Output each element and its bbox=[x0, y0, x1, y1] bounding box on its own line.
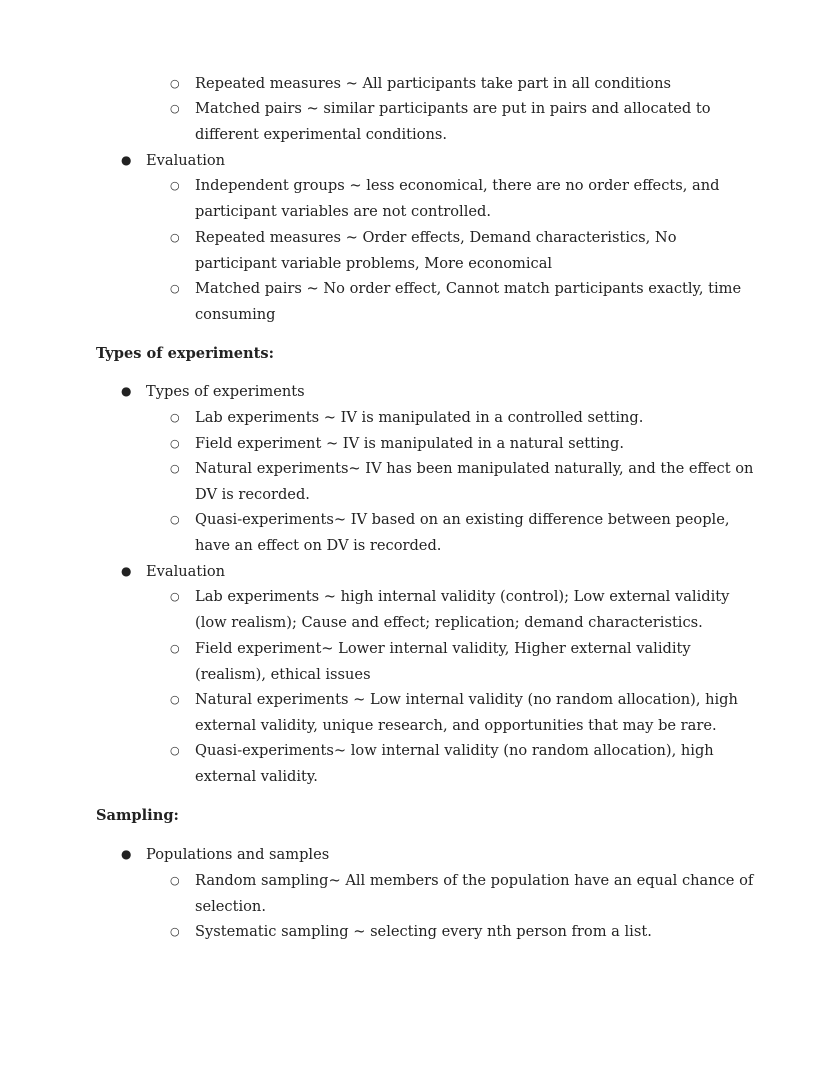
list-item bbox=[121, 379, 786, 405]
hollow-bullet-icon: ○ bbox=[170, 282, 180, 295]
list-item-text: Field experiment~ Lower internal validity, Higher external validity (realism), ethical issues bbox=[195, 640, 691, 683]
list-item bbox=[170, 71, 755, 97]
list-item-text: Evaluation bbox=[146, 152, 226, 169]
hollow-bullet-icon: ○ bbox=[170, 693, 180, 706]
list-item-text: Natural experiments~ IV has been manipulated naturally, and the effect on DV is recorded. bbox=[195, 460, 754, 503]
list-item bbox=[170, 738, 755, 789]
list-item bbox=[121, 559, 786, 585]
list-item bbox=[121, 148, 786, 174]
list-item bbox=[170, 405, 755, 431]
section-heading-sampling: Sampling: bbox=[96, 807, 179, 824]
hollow-bullet-icon: ○ bbox=[170, 179, 180, 192]
list-item bbox=[170, 456, 755, 507]
hollow-bullet-icon: ○ bbox=[170, 590, 180, 603]
list-item bbox=[170, 276, 755, 327]
hollow-bullet-icon: ○ bbox=[170, 874, 180, 887]
list-item-text: Field experiment ~ IV is manipulated in a natural setting. bbox=[195, 435, 625, 452]
list-item-text: Repeated measures ~ All participants take part in all conditions bbox=[195, 75, 671, 92]
hollow-bullet-icon: ○ bbox=[170, 102, 180, 115]
list-item-text: Repeated measures ~ Order effects, Demand characteristics, No participant variable problems, More economical bbox=[195, 229, 677, 272]
list-item bbox=[170, 868, 755, 919]
hollow-bullet-icon: ○ bbox=[170, 411, 180, 424]
list-item-text: Lab experiments ~ IV is manipulated in a controlled setting. bbox=[195, 409, 644, 426]
hollow-bullet-icon: ○ bbox=[170, 231, 180, 244]
list-item bbox=[170, 96, 755, 147]
list-item-text: Populations and samples bbox=[146, 846, 330, 863]
filled-bullet-icon: ● bbox=[121, 384, 132, 398]
list-item-text: Matched pairs ~ similar participants are put in pairs and allocated to different experimental conditions. bbox=[195, 100, 711, 143]
hollow-bullet-icon: ○ bbox=[170, 513, 180, 526]
list-item bbox=[170, 919, 755, 945]
list-item-text: Lab experiments ~ high internal validity (control); Low external validity (low realism); Cause and effect; replication; demand characteristics. bbox=[195, 588, 730, 631]
list-item bbox=[121, 842, 786, 868]
list-item-text: Systematic sampling ~ selecting every nth person from a list. bbox=[195, 923, 652, 940]
list-item bbox=[170, 431, 755, 457]
list-item-text: Quasi-experiments~ IV based on an existing difference between people, have an effect on DV is recorded. bbox=[195, 511, 730, 554]
list-item bbox=[170, 225, 755, 276]
list-item bbox=[170, 687, 755, 738]
list-item bbox=[170, 636, 755, 687]
hollow-bullet-icon: ○ bbox=[170, 925, 180, 938]
hollow-bullet-icon: ○ bbox=[170, 437, 180, 450]
list-item-text: Types of experiments bbox=[146, 383, 305, 400]
list-item-text: Evaluation bbox=[146, 563, 226, 580]
filled-bullet-icon: ● bbox=[121, 153, 132, 167]
hollow-bullet-icon: ○ bbox=[170, 77, 180, 90]
list-item-text: Matched pairs ~ No order effect, Cannot match participants exactly, time consuming bbox=[195, 280, 742, 323]
filled-bullet-icon: ● bbox=[121, 564, 132, 578]
filled-bullet-icon: ● bbox=[121, 847, 132, 861]
hollow-bullet-icon: ○ bbox=[170, 462, 180, 475]
list-item-text: Quasi-experiments~ low internal validity (no random allocation), high external validity. bbox=[195, 742, 714, 785]
list-item-text: Natural experiments ~ Low internal validity (no random allocation), high external validity, unique research, and opportunities that may be rare. bbox=[195, 691, 738, 734]
hollow-bullet-icon: ○ bbox=[170, 642, 180, 655]
list-item-text: Independent groups ~ less economical, there are no order effects, and participant variables are not controlled. bbox=[195, 177, 720, 220]
list-item bbox=[170, 584, 755, 635]
section-heading-types: Types of experiments: bbox=[96, 345, 275, 362]
hollow-bullet-icon: ○ bbox=[170, 744, 180, 757]
list-item-text: Random sampling~ All members of the population have an equal chance of selection. bbox=[195, 872, 754, 915]
list-item bbox=[170, 173, 755, 224]
list-item bbox=[170, 507, 755, 558]
